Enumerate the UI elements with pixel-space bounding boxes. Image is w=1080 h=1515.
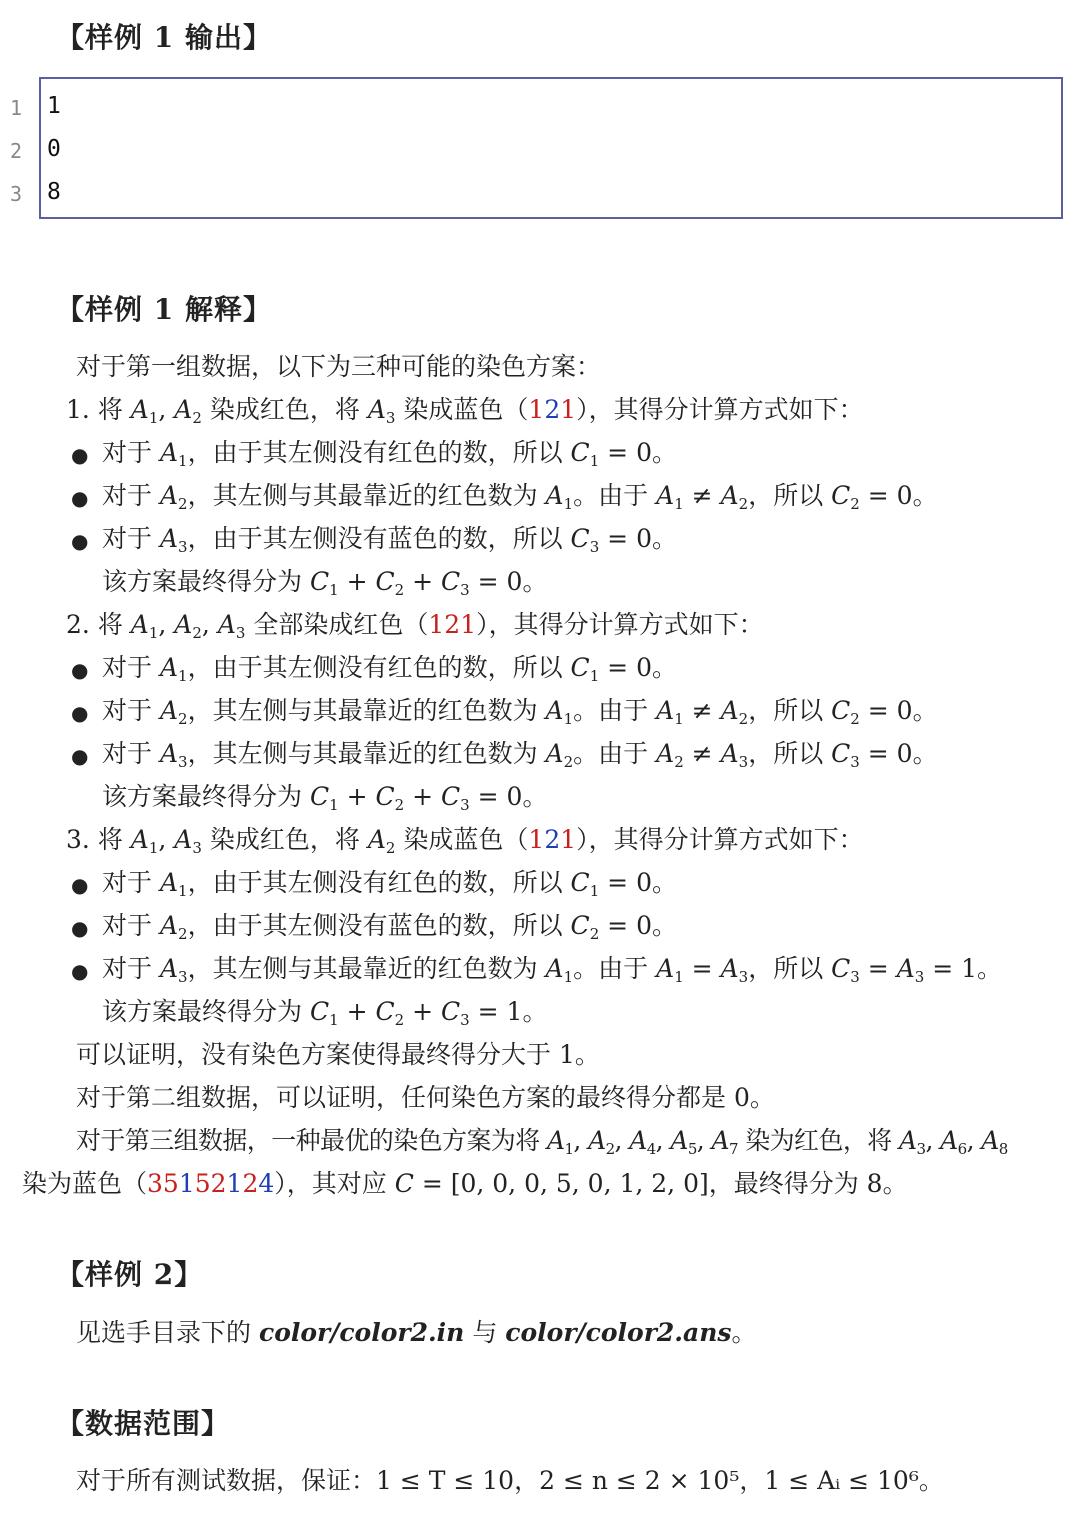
bullet: ●: [71, 443, 89, 467]
scheme-2-final: 该方案最终得分为 $C_1 + C_2 + C_3 = 0$。: [102, 782, 548, 814]
file-name: color/color2.ans: [505, 1318, 732, 1347]
scheme-1-final: 该方案最终得分为 $C_1 + C_2 + C_3 = 0$。: [102, 567, 548, 599]
sample1-output-heading: 【样例 1 输出】: [56, 21, 272, 54]
blue-digits: 4: [258, 1169, 275, 1198]
prove-text: 可以证明，没有染色方案使得最终得分大于 1。: [76, 1040, 600, 1069]
code-line: 8: [47, 179, 61, 205]
bullet: ●: [71, 658, 89, 682]
scheme-3-item-3: 对于 $A_3$，其左侧与其最靠近的红色数为 $A_1$。由于 $A_1 = A_3$，所以 $C_3 = A_3 = 1$。: [102, 954, 1003, 986]
scheme-3-item-2: 对于 $A_2$，由于其左侧没有蓝色的数，所以 $C_2 = 0$。: [102, 911, 677, 943]
code-line: 1: [47, 93, 61, 119]
line-number: 3: [10, 182, 23, 206]
range-heading: 【数据范围】: [56, 1407, 231, 1440]
scheme-2-item-1: 对于 $A_1$，由于其左侧没有红色的数，所以 $C_1 = 0$。: [102, 653, 677, 685]
intro-text: 对于第一组数据，以下为三种可能的染色方案：: [76, 352, 602, 381]
explanation-heading: 【样例 1 解释】: [56, 293, 272, 326]
line-number: 1: [10, 96, 23, 120]
red-digits: 35: [147, 1169, 179, 1198]
scheme-1-item-1: 对于 $A_1$，由于其左侧没有红色的数，所以 $C_1 = 0$。: [102, 438, 677, 470]
bullet: ●: [71, 916, 89, 940]
bullet: ●: [71, 959, 89, 983]
third-dataset-text-cont: 染为蓝色（35152124），其对应 C = [0, 0, 0, 5, 0, 1, 2, 0]，最终得分为 8。: [22, 1169, 908, 1198]
red-digits: 5: [194, 1169, 211, 1198]
blue-digits: 1: [226, 1169, 243, 1198]
scheme-1-item-2: 对于 $A_2$，其左侧与其最靠近的红色数为 $A_1$。由于 $A_1 \ne A_2$，所以 $C_2 = 0$。: [102, 481, 938, 513]
scheme-2-item-2: 对于 $A_2$，其左侧与其最靠近的红色数为 $A_1$。由于 $A_1 \ne A_2$，所以 $C_2 = 0$。: [102, 696, 938, 728]
bullet: ●: [71, 701, 89, 725]
scheme-1-line: 1. 将 $A_1$, $A_2$ 染成红色，将 $A_3$ 染成蓝色（121），其得分计算方式如下：: [66, 395, 864, 427]
scheme-3-item-1: 对于 $A_1$，由于其左侧没有红色的数，所以 $C_1 = 0$。: [102, 868, 677, 900]
scheme-1-item-3: 对于 $A_3$，由于其左侧没有蓝色的数，所以 $C_3 = 0$。: [102, 524, 677, 556]
code-line: 0: [47, 136, 61, 162]
range-text: 对于所有测试数据，保证：1 ≤ T ≤ 10，2 ≤ n ≤ 2 × 10⁵，1 ≤ Aᵢ ≤ 10⁶。: [76, 1466, 944, 1495]
bullet: ●: [71, 873, 89, 897]
bullet: ●: [71, 486, 89, 510]
file-name: color/color2.in: [258, 1318, 465, 1347]
scheme-2-item-3: 对于 $A_3$，其左侧与其最靠近的红色数为 $A_2$。由于 $A_2 \ne A_3$，所以 $C_3 = 0$。: [102, 739, 938, 771]
scheme-2-line: 2. 将 $A_1$, $A_2$, $A_3$ 全部染成红色（121），其得分计算方式如下：: [66, 610, 764, 642]
bullet: ●: [71, 529, 89, 553]
red-digits: 2: [242, 1169, 259, 1198]
line-number: 2: [10, 139, 23, 163]
red-digits: 2: [210, 1169, 227, 1198]
sample2-text: 见选手目录下的 color/color2.in 与 color/color2.ans。: [76, 1318, 757, 1347]
bullet: ●: [71, 744, 89, 768]
second-dataset-text: 对于第二组数据，可以证明，任何染色方案的最终得分都是 0。: [76, 1083, 775, 1112]
sample2-heading: 【样例 2】: [56, 1258, 204, 1291]
blue-digits: 1: [178, 1169, 195, 1198]
third-dataset-text: 对于第三组数据，一种最优的染色方案为将 $A_1$, $A_2$, $A_4$, $A_5$, $A_7$ 染为红色，将 $A_3$, $A_6$, $A_8$: [76, 1126, 1008, 1158]
code-block: [39, 77, 1063, 219]
scheme-3-final: 该方案最终得分为 $C_1 + C_2 + C_3 = 1$。: [102, 997, 548, 1029]
scheme-3-line: 3. 将 $A_1$, $A_3$ 染成红色，将 $A_2$ 染成蓝色（121），其得分计算方式如下：: [66, 825, 864, 857]
